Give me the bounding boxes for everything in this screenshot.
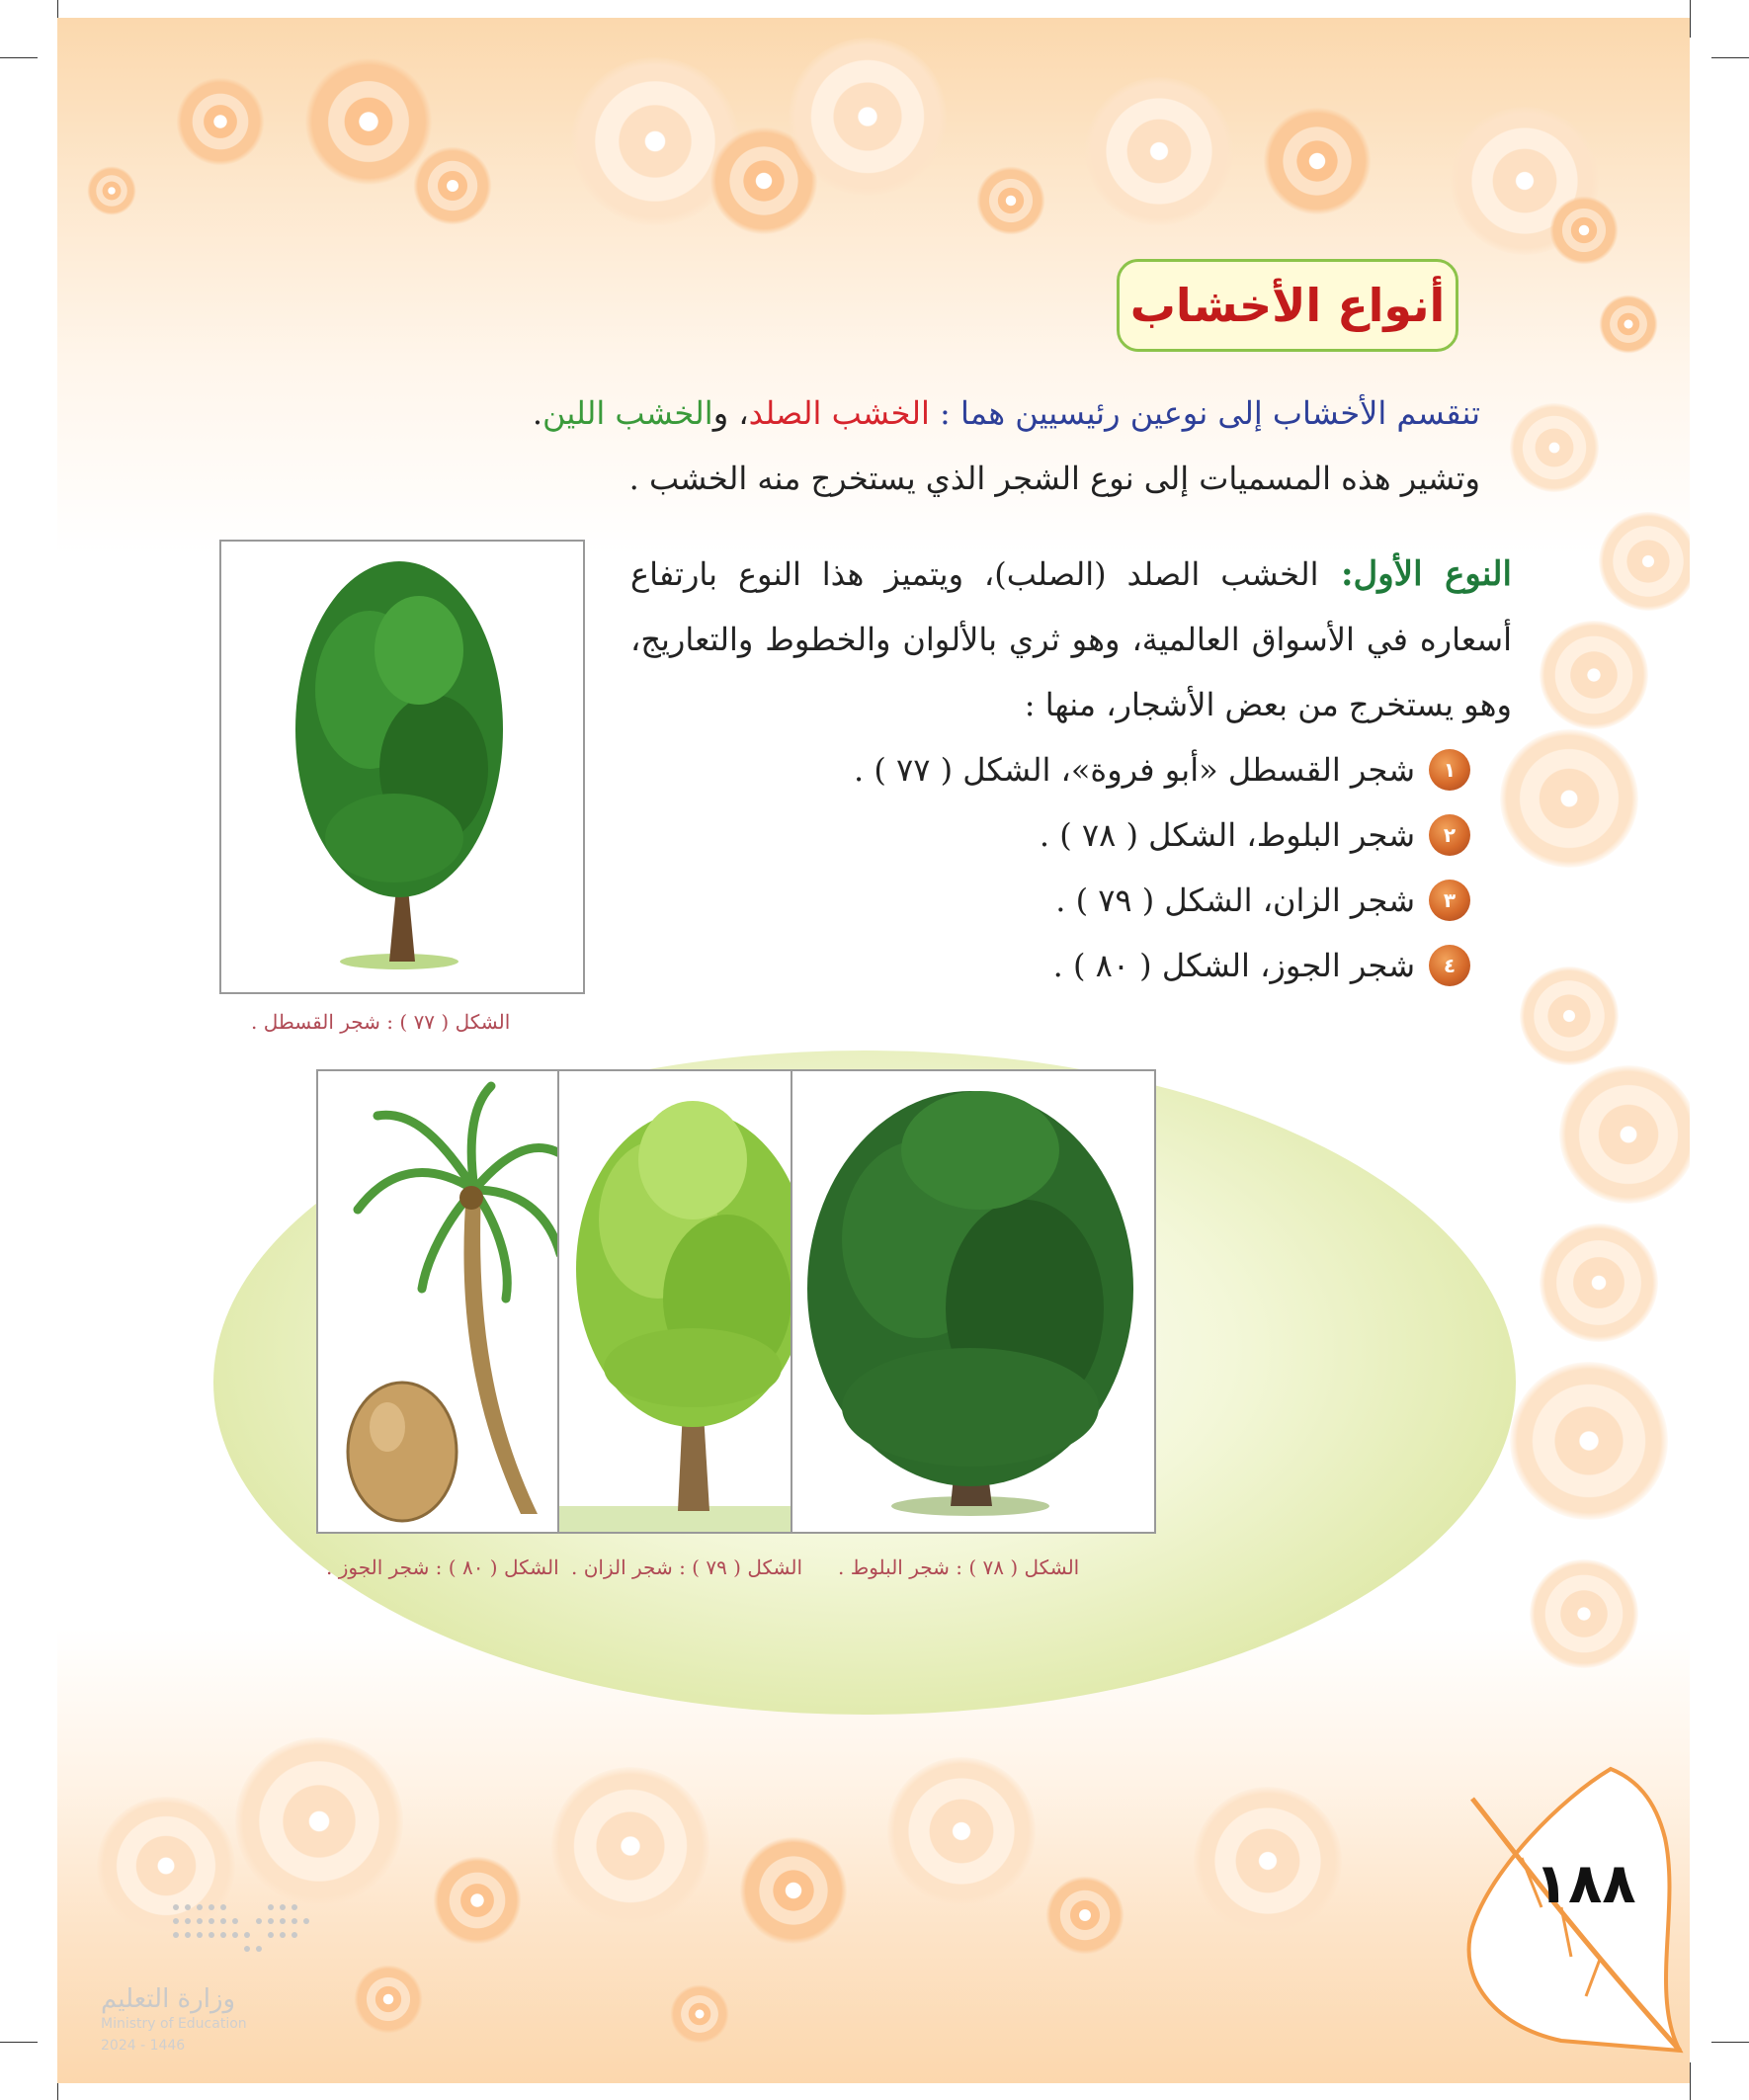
hardwood-term: الخشب الصلد	[748, 394, 930, 432]
figure-79-beech-tree	[557, 1069, 828, 1534]
type1-label: النوع الأول:	[1318, 554, 1512, 594]
ministry-name-arabic: وزارة التعليم	[101, 1984, 236, 2014]
beech-tree-icon	[559, 1071, 826, 1532]
flower-decoration	[887, 1757, 1036, 1905]
crop-mark	[1711, 57, 1749, 58]
intro-line-2: وتشير هذه المسميات إلى نوع الشجر الذي يستخرج منه الخشب .	[628, 460, 1480, 497]
flower-decoration	[739, 1836, 848, 1945]
list-item	[1040, 814, 1470, 856]
list-item	[1053, 945, 1470, 986]
type1-paragraph	[630, 542, 1512, 737]
crop-mark	[1690, 2062, 1691, 2100]
flower-decoration	[1530, 1559, 1638, 1668]
figure-79-caption: الشكل ( ٧٩ ) : شجر الزان .	[571, 1555, 803, 1579]
flower-decoration	[304, 57, 433, 186]
flower-decoration	[1549, 196, 1619, 265]
figure-78-caption: الشكل ( ٧٨ ) : شجر البلوط .	[838, 1555, 1080, 1579]
flower-decoration	[1599, 294, 1658, 354]
page-number: ١٨٨	[1535, 1852, 1636, 1916]
palm-tree-icon	[318, 1071, 583, 1532]
ministry-year: 2024 - 1446	[101, 2038, 186, 2054]
flower-decoration	[789, 38, 947, 196]
flower-decoration	[413, 146, 492, 225]
flower-decoration	[1540, 1223, 1658, 1342]
flower-decoration	[1500, 729, 1638, 868]
flower-decoration	[354, 1965, 423, 2034]
tree-list	[650, 749, 1470, 1016]
list-item-text: شجر الزان، الشكل ( ٧٩ ) .	[1055, 882, 1415, 919]
section-title: أنواع الأخشاب	[1129, 279, 1446, 332]
flower-decoration	[1263, 107, 1372, 215]
type1-text: الخشب الصلد (الصلب)، ويتميز هذا النوع بارتفاع أسعاره في الأسواق العالمية، وهو ثري بالألوان والخطوط والتعاريج، وهو يستخرج من بعض الأشجار، منها :	[630, 555, 1512, 723]
flower-decoration	[1520, 966, 1619, 1065]
section-title-banner	[1117, 259, 1458, 352]
flower-decoration	[1540, 621, 1648, 729]
figure-80-walnut-palm	[316, 1069, 585, 1534]
ministry-logo-dots-icon	[166, 1897, 314, 1967]
textbook-page	[57, 18, 1690, 2083]
ministry-name-english: Ministry of Education	[101, 2016, 247, 2032]
flower-decoration	[976, 166, 1045, 235]
figure-77-caption: الشكل ( ٧٧ ) : شجر القسطل .	[251, 1010, 511, 1034]
flower-decoration	[1085, 77, 1233, 225]
list-item-text: شجر القسطل «أبو فروة»، الشكل ( ٧٧ ) .	[854, 751, 1415, 789]
list-item-text: شجر البلوط، الشكل ( ٧٨ ) .	[1039, 816, 1415, 854]
figure-80-caption: الشكل ( ٨٠ ) : شجر الجوز .	[326, 1555, 559, 1579]
crop-mark	[0, 57, 38, 58]
flower-decoration	[176, 77, 265, 166]
flower-decoration	[87, 166, 136, 215]
flower-decoration	[1194, 1787, 1342, 1935]
intro-text: تنقسم الأخشاب إلى نوعين رئيسيين هما :	[929, 394, 1480, 432]
flower-decoration	[1559, 1065, 1690, 1204]
list-item-text: شجر الجوز، الشكل ( ٨٠ ) .	[1052, 947, 1415, 984]
crop-mark	[1711, 2042, 1749, 2043]
crop-mark	[0, 2042, 38, 2043]
bullet-number: ٣	[1429, 880, 1470, 921]
flower-decoration	[433, 1856, 522, 1945]
figure-78-oak-tree	[791, 1069, 1156, 1534]
flower-decoration	[670, 1984, 729, 2044]
oak-tree-icon	[792, 1071, 1154, 1532]
flower-decoration	[235, 1737, 403, 1905]
bullet-number: ٤	[1429, 945, 1470, 986]
chestnut-tree-icon	[221, 542, 583, 992]
flower-decoration	[1599, 512, 1690, 611]
flower-decoration	[1045, 1876, 1124, 1955]
figure-77-chestnut-tree	[219, 540, 585, 994]
crop-mark	[1690, 0, 1691, 38]
flower-decoration	[1510, 1362, 1668, 1520]
intro-line-1	[472, 393, 1480, 433]
softwood-term: الخشب اللين	[542, 394, 713, 432]
bullet-number: ٢	[1429, 814, 1470, 856]
flower-decoration	[551, 1767, 709, 1925]
list-item	[854, 749, 1470, 791]
list-item	[1055, 880, 1470, 921]
intro-separator: ، و	[712, 394, 749, 432]
intro-end: .	[532, 394, 542, 432]
bullet-number: ١	[1429, 749, 1470, 791]
flower-decoration	[1510, 403, 1599, 492]
